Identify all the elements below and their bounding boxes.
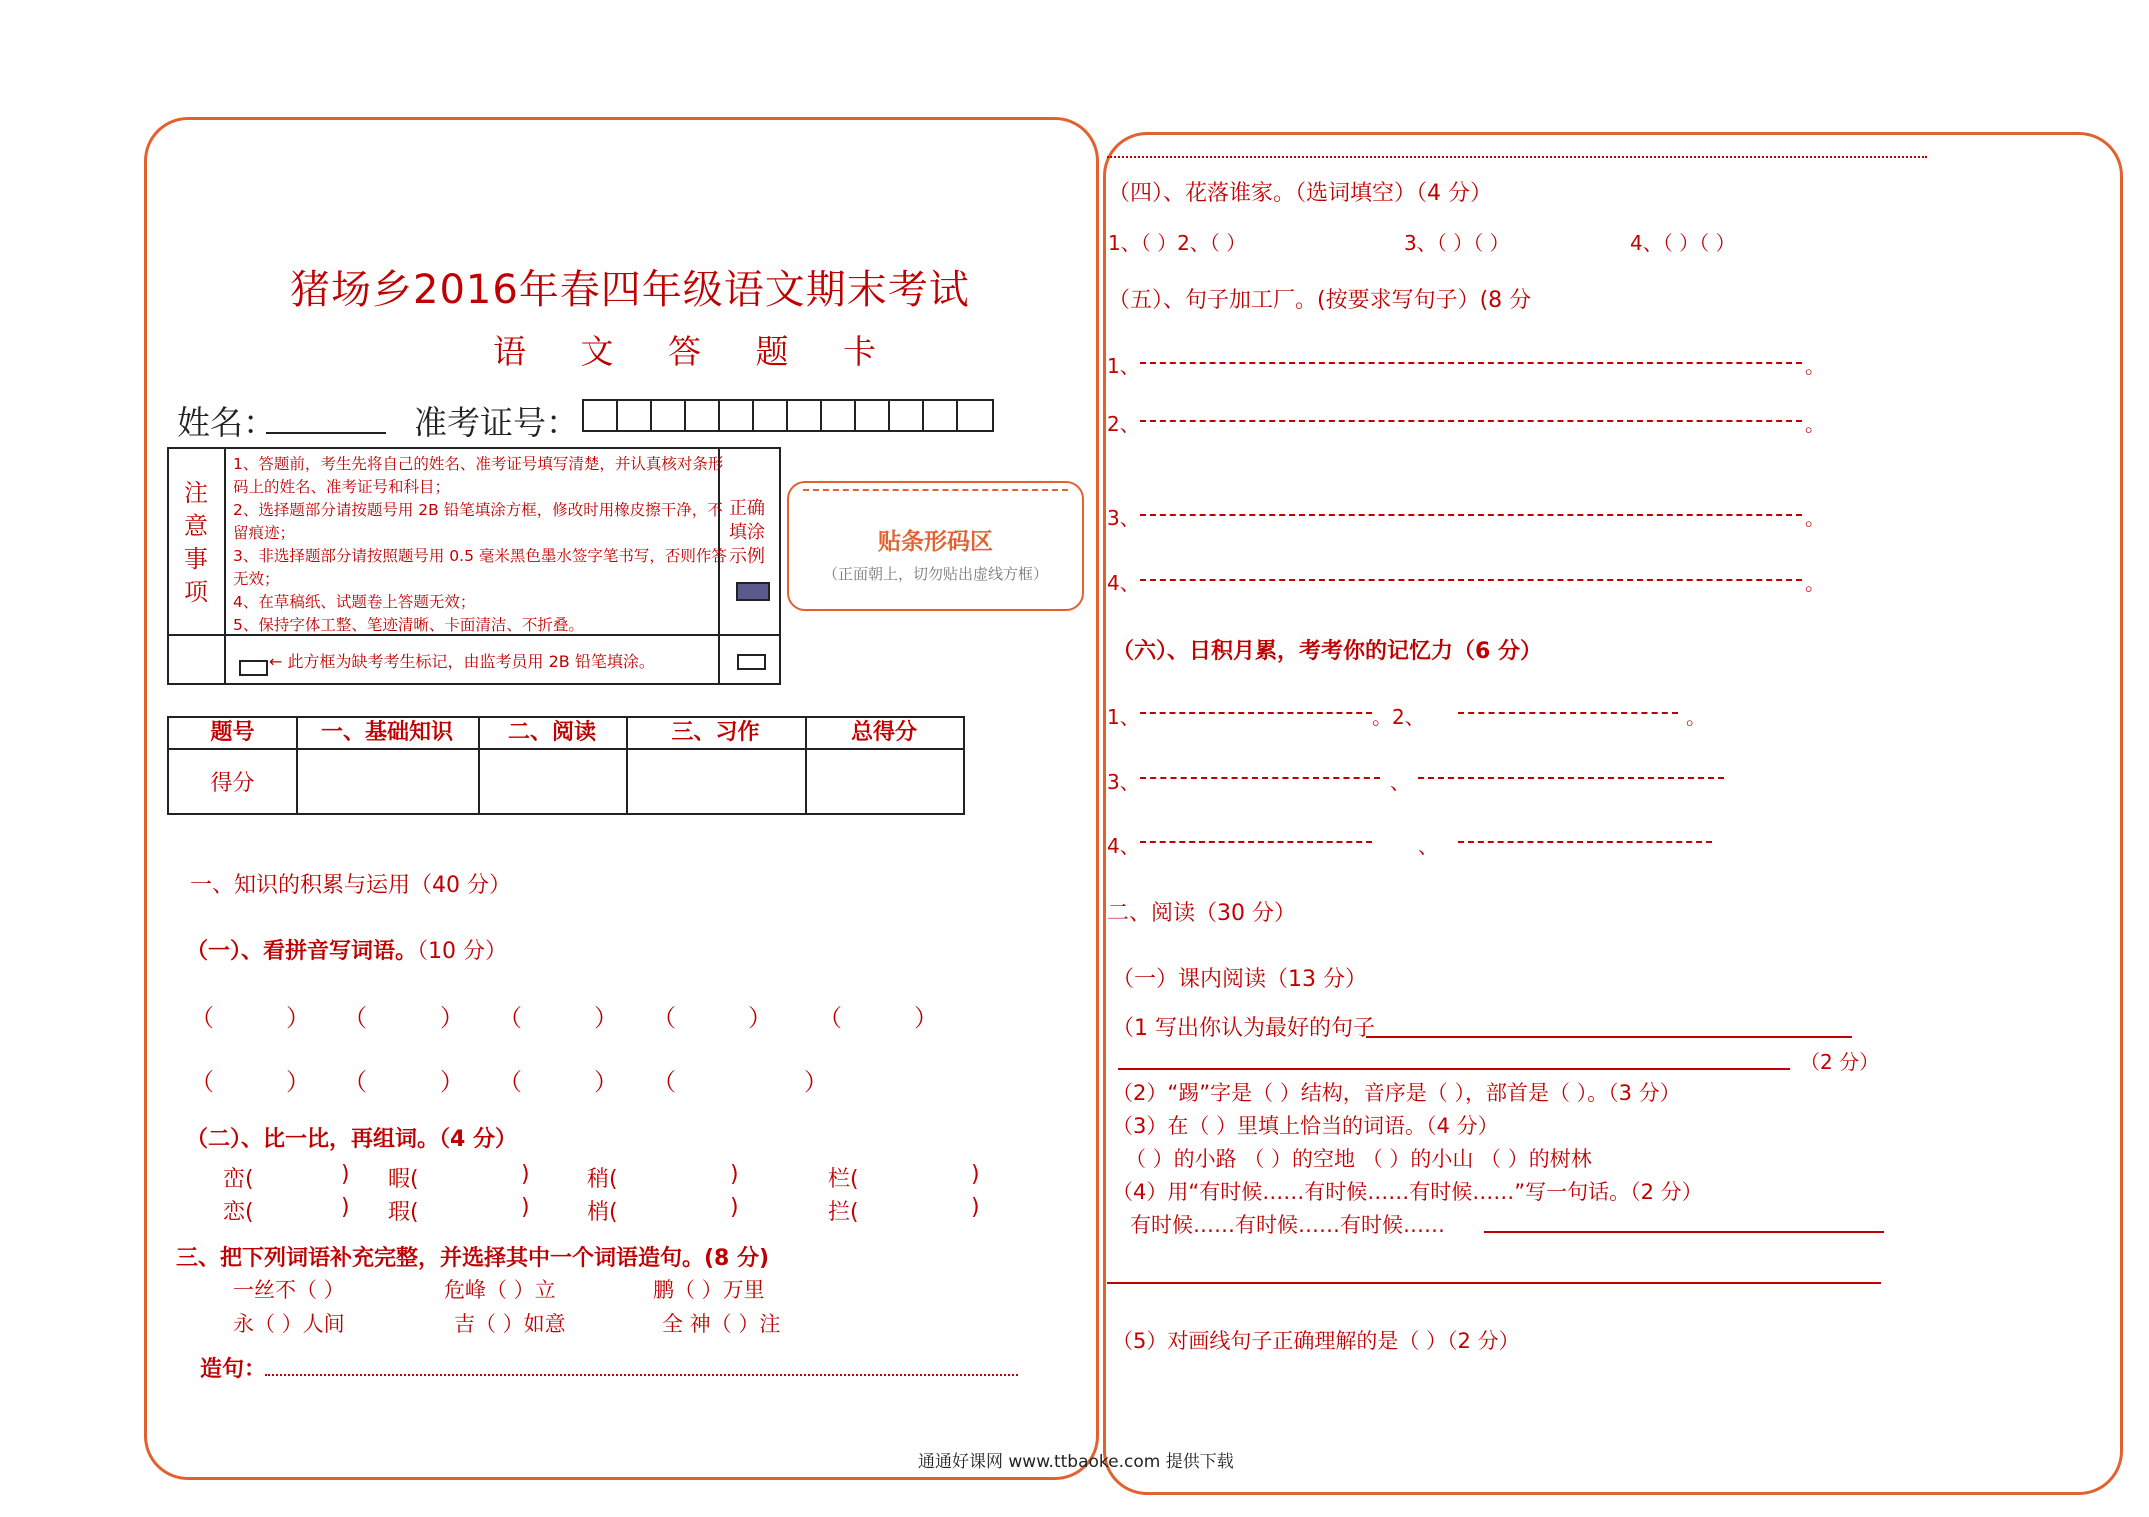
pinyin-blank-close: ）: [286, 1068, 310, 1096]
score-cell[interactable]: [298, 751, 476, 811]
notice-table: [167, 447, 781, 685]
score-header: 一、基础知识: [320, 720, 453, 745]
id-digit-box[interactable]: [584, 401, 618, 430]
pinyin-blank-close: ）: [440, 1004, 464, 1032]
compare-char: 稍(: [587, 1167, 618, 1192]
pinyin-blank-close: ）: [286, 1004, 310, 1032]
id-digit-box[interactable]: [822, 401, 856, 430]
idiom-item: 吉（ ）如意: [454, 1312, 566, 1336]
score-cell[interactable]: [480, 751, 624, 811]
s6-label: 4、: [1107, 834, 1140, 858]
idioms-title: 三、把下列词语补充完整，并选择其中一个词语造句。(8 分): [176, 1246, 770, 1271]
barcode-dash-line: [803, 489, 1068, 491]
id-digit-box[interactable]: [754, 401, 788, 430]
pinyin-title-text: （一）、看拼音写词语。: [186, 939, 418, 964]
pinyin-blank-close: ）: [594, 1068, 618, 1096]
notice-line: 5、保持字体工整、笔迹清晰、卡面清洁、不折叠。: [233, 616, 584, 634]
reading-sub-title: （一）课内阅读（13 分）: [1112, 967, 1367, 992]
absent-sample-box: [737, 654, 766, 670]
score-cell[interactable]: [807, 751, 961, 811]
q4-answer-line-2[interactable]: [1107, 1282, 1881, 1284]
reading-q1: （1 写出你认为最好的句子: [1112, 1016, 1375, 1041]
period: 。: [1805, 412, 1825, 436]
pinyin-blank[interactable]: （: [652, 1068, 676, 1096]
pinyin-blank[interactable]: （: [498, 1004, 522, 1032]
s5-answer-line[interactable]: [1140, 579, 1802, 581]
s4-item[interactable]: 3、（ ）（ ）: [1404, 231, 1510, 255]
compare-close: ): [341, 1162, 350, 1187]
divider: [224, 449, 226, 683]
s6-label: 。: [1686, 705, 1706, 729]
notice-text: [233, 453, 729, 637]
footer-source: 通通好课网 www.ttbaoke.com 提供下载: [918, 1452, 1234, 1472]
compare-char: 峦(: [223, 1167, 254, 1192]
compare-char: 瑕(: [388, 1200, 419, 1225]
right-panel-border: [1103, 132, 2123, 1495]
pinyin-points: （10 分）: [417, 939, 508, 964]
s6-answer-line[interactable]: [1140, 712, 1372, 714]
s6-answer-line[interactable]: [1458, 841, 1712, 843]
s5-title: （五）、句子加工厂。(按要求写句子）(8 分: [1108, 288, 1532, 313]
s6-answer-line[interactable]: [1140, 841, 1372, 843]
barcode-area: [787, 481, 1084, 611]
absent-mark-box[interactable]: [239, 660, 268, 676]
pinyin-blank-close: ）: [914, 1004, 938, 1032]
q1-answer-line[interactable]: [1366, 1036, 1852, 1038]
s6-title: （六）、日积月累，考考你的记忆力（6 分）: [1112, 639, 1542, 664]
reading-q3: （3）在（ ）里填上恰当的词语。（4 分）: [1112, 1114, 1499, 1138]
pinyin-blank[interactable]: （: [190, 1068, 214, 1096]
s6-answer-line[interactable]: [1458, 712, 1678, 714]
reading-q2: （2）“踢”字是（ ）结构，音序是（ ），部首是（ ）。（3 分）: [1112, 1081, 1681, 1105]
s5-answer-line[interactable]: [1140, 514, 1802, 516]
s5-label: 3、: [1107, 506, 1140, 530]
reading-q3-items[interactable]: （ ）的小路 （ ）的空地 （ ）的小山 （ ）的树林: [1125, 1147, 1592, 1171]
idiom-item: 全 神（ ）注: [662, 1312, 781, 1336]
q4-answer-line[interactable]: [1484, 1231, 1884, 1233]
id-digit-box[interactable]: [890, 401, 924, 430]
s6-label: 、: [1390, 770, 1410, 794]
pinyin-blank[interactable]: （: [498, 1068, 522, 1096]
q1-points: （2 分）: [1800, 1050, 1880, 1074]
s4-item[interactable]: 4、（ ）（ ）: [1630, 231, 1736, 255]
section-1-title: 一、知识的积累与运用（40 分）: [190, 873, 511, 898]
idiom-item: 鹏（ ）万里: [653, 1278, 765, 1302]
sentence-line[interactable]: [265, 1374, 1018, 1376]
score-header: 三、习作: [671, 720, 760, 745]
compare-char: 恋(: [223, 1200, 254, 1225]
id-digit-box[interactable]: [924, 401, 958, 430]
compare-title: （二）、比一比，再组词。（4 分）: [186, 1127, 517, 1152]
exam-id-label: 准考证号：: [414, 403, 579, 442]
id-digit-box[interactable]: [720, 401, 754, 430]
filled-box-sample: [736, 582, 770, 601]
compare-char: 梢(: [587, 1200, 618, 1225]
barcode-title: 贴条形码区: [878, 529, 993, 555]
compare-close: ): [730, 1195, 739, 1220]
name-field[interactable]: [266, 432, 386, 434]
idiom-item: 危峰（ ）立: [444, 1278, 556, 1302]
id-digit-box[interactable]: [618, 401, 652, 430]
idiom-item: 一丝不（ ）: [233, 1278, 345, 1302]
s5-label: 1、: [1107, 354, 1140, 378]
compare-char: 栏(: [828, 1167, 859, 1192]
s5-answer-line[interactable]: [1140, 362, 1802, 364]
s6-answer-line[interactable]: [1418, 777, 1724, 779]
reading-title: 二、阅读（30 分）: [1107, 901, 1296, 926]
reading-q4: （4）用“有时候……有时候……有时候……”写一句话。（2 分）: [1112, 1180, 1703, 1204]
period: 。: [1805, 506, 1825, 530]
pinyin-title: [186, 934, 507, 965]
score-row-label: 得分: [210, 771, 255, 796]
id-digit-box[interactable]: [788, 401, 822, 430]
score-table: [167, 716, 965, 815]
exam-title: 猪场乡2016年春四年级语文期末考试: [290, 267, 970, 313]
compare-char: 暇(: [388, 1167, 419, 1192]
id-digit-box[interactable]: [686, 401, 720, 430]
fill-example-label: 正确填涂示例: [729, 498, 765, 567]
period: 。: [1805, 354, 1825, 378]
absent-note: ← 此方框为缺考考生标记，由监考员用 2B 铅笔填涂。: [269, 652, 655, 671]
pinyin-blank-close: ）: [804, 1068, 828, 1096]
score-cell[interactable]: [628, 751, 803, 811]
notice-line: 3、非选择题部分请按照题号用 0.5 毫米黑色墨水签字笔书写，否则作答无效；: [233, 547, 727, 588]
s6-answer-line[interactable]: [1140, 777, 1380, 779]
barcode-note: （正面朝上，切勿贴出虚线方框）: [822, 565, 1048, 583]
s6-label: 1、: [1107, 705, 1140, 729]
s5-label: 2、: [1107, 412, 1140, 436]
compare-close: ): [341, 1195, 350, 1220]
pinyin-blank-close: ）: [594, 1004, 618, 1032]
id-digit-box[interactable]: [652, 401, 686, 430]
s5-label: 4、: [1107, 571, 1140, 595]
compare-char: 拦(: [828, 1200, 859, 1225]
s4-item[interactable]: 1、（ ）2、（ ）: [1108, 231, 1247, 255]
sentence-label: 造句：: [200, 1357, 267, 1382]
exam-id-boxes[interactable]: [582, 399, 994, 432]
divider: [169, 748, 963, 750]
notice-line: 2、选择题部分请按题号用 2B 铅笔填涂方框，修改时用橡皮擦干净，不留痕迹；: [233, 501, 723, 542]
pinyin-blank[interactable]: （: [343, 1068, 367, 1096]
pinyin-blank-close: ）: [440, 1068, 464, 1096]
s6-label: 3、: [1107, 770, 1140, 794]
top-dotted-line: [1107, 156, 1927, 158]
notice-line: 1、答题前，考生先将自己的姓名、准考证号填写清楚，并认真核对条形码上的姓名、准考证号和科目；: [233, 455, 724, 496]
compare-close: ): [521, 1162, 530, 1187]
compare-close: ): [971, 1162, 980, 1187]
period: 。: [1805, 571, 1825, 595]
id-digit-box[interactable]: [958, 401, 992, 430]
answer-card-title: 语 文 答 题 卡: [493, 332, 898, 371]
score-header: 总得分: [850, 720, 917, 745]
compare-close: ): [971, 1195, 980, 1220]
score-header: 题号: [210, 720, 255, 745]
q1-answer-line-2[interactable]: [1118, 1068, 1790, 1070]
s4-title: （四）、花落谁家。（选词填空）（4 分）: [1108, 181, 1492, 206]
reading-q4-lead: 有时候……有时候……有时候……: [1130, 1213, 1445, 1237]
pinyin-blank[interactable]: （: [652, 1004, 676, 1032]
idiom-item: 永（ ）人间: [233, 1312, 345, 1336]
notice-line: 4、在草稿纸、试题卷上答题无效；: [233, 593, 476, 611]
pinyin-blank[interactable]: （: [818, 1004, 842, 1032]
notice-side-label: 注意事项: [184, 479, 208, 606]
pinyin-blank[interactable]: （: [190, 1004, 214, 1032]
s6-label: 。2、: [1372, 705, 1425, 729]
s5-answer-line[interactable]: [1140, 420, 1802, 422]
reading-q5: （5）对画线句子正确理解的是（ ）（2 分）: [1112, 1329, 1520, 1353]
score-header: 二、阅读: [507, 720, 596, 745]
compare-close: ): [521, 1195, 530, 1220]
pinyin-blank[interactable]: （: [343, 1004, 367, 1032]
id-digit-box[interactable]: [856, 401, 890, 430]
s6-label: 、: [1418, 834, 1438, 858]
name-label: 姓名：: [177, 403, 276, 442]
pinyin-blank-close: ）: [748, 1004, 772, 1032]
compare-close: ): [730, 1162, 739, 1187]
